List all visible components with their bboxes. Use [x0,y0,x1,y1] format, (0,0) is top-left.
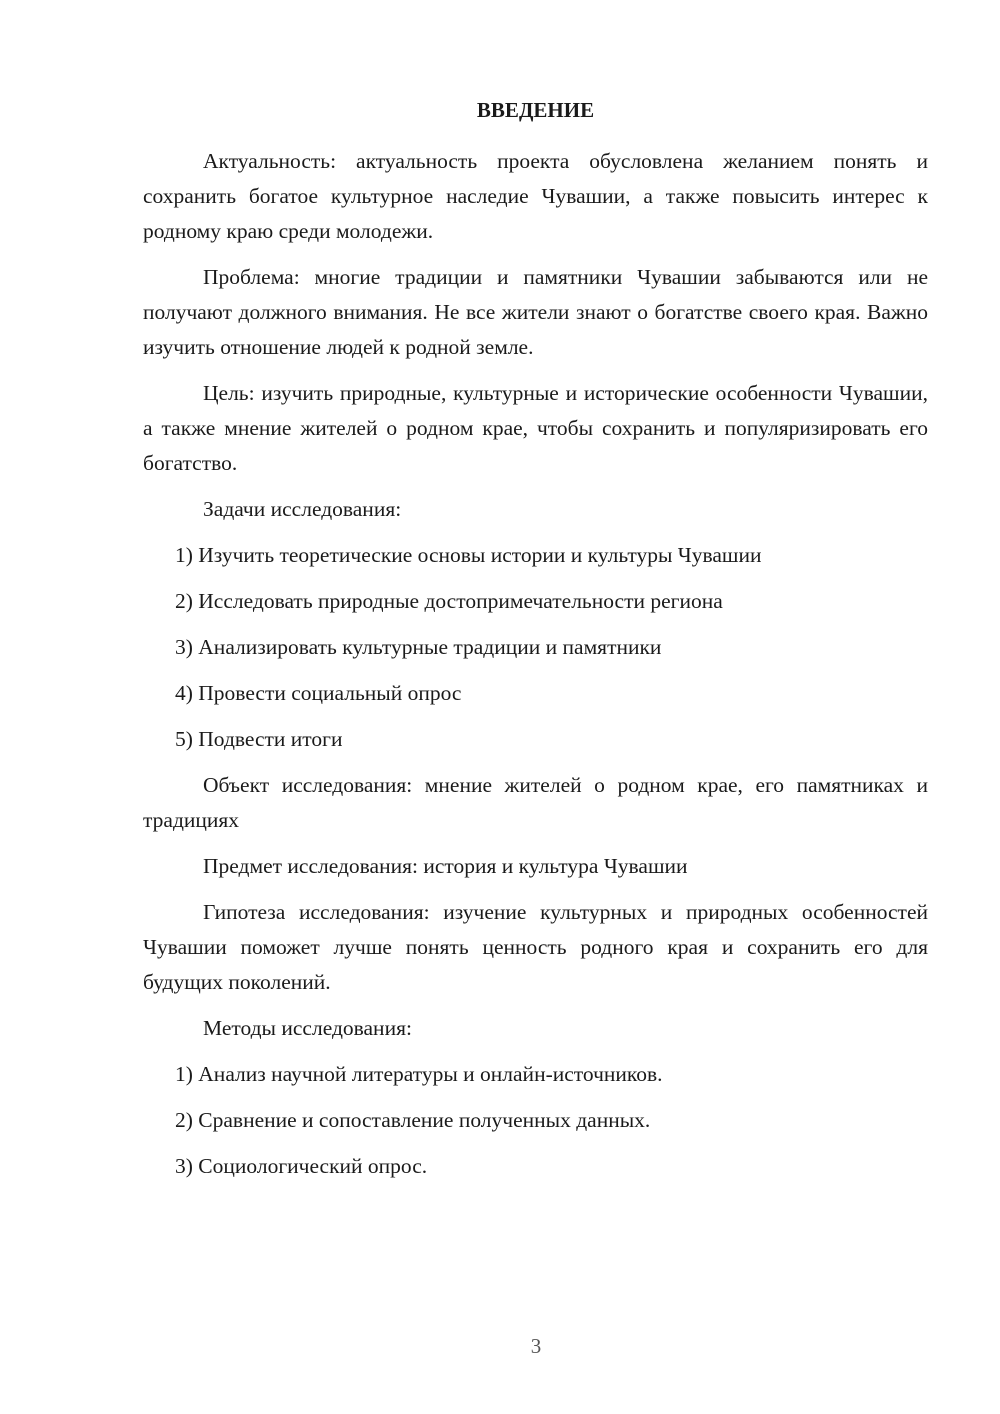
methods-list [143,1057,928,1184]
list-item-task-2: 2) Исследовать природные достопримечательности региона [175,589,723,613]
page-number: 3 [530,1334,542,1358]
object-paragraph: Объект исследования: мнение жителей о родном крае, его памятниках и традициях [143,773,928,832]
page-title: ВВЕДЕНИЕ [476,98,595,122]
problem-paragraph: Проблема: многие традиции и памятники Чувашии забываются или не получают должного внимания. Не все жители знают о богатстве своего края. Важно изучить отношение людей к родной земле. [143,265,928,359]
hypothesis-paragraph: Гипотеза исследования: изучение культурных и природных особенностей Чувашии поможет лучше понять ценность родного края и сохранить его для будущих поколений. [143,900,928,994]
list-item-task-1: 1) Изучить теоретические основы истории и культуры Чувашии [175,543,762,567]
methods-heading: Методы исследования: [203,1016,412,1040]
tasks-heading: Задачи исследования: [203,497,402,521]
list-item-method-3: 3) Социологический опрос. [175,1154,428,1178]
tasks-list [143,538,928,757]
goal-paragraph: Цель: изучить природные, культурные и исторические особенности Чувашии, а также мнение жителей о родном крае, чтобы сохранить и популяризировать его богатство. [143,381,928,475]
relevance-paragraph: Актуальность: актуальность проекта обусловлена желанием понять и сохранить богатое культурное наследие Чувашии, а также повысить интерес к родному краю среди молодежи. [143,149,928,243]
list-item-method-2: 2) Сравнение и сопоставление полученных данных. [175,1108,651,1132]
list-item-task-4: 4) Провести социальный опрос [175,681,462,705]
document-page [143,96,928,1195]
list-item-task-5: 5) Подвести итоги [175,727,343,751]
subject-paragraph: Предмет исследования: история и культура Чувашии [203,854,688,878]
list-item-method-1: 1) Анализ научной литературы и онлайн-источников. [175,1062,663,1086]
list-item-task-3: 3) Анализировать культурные традиции и памятники [175,635,662,659]
